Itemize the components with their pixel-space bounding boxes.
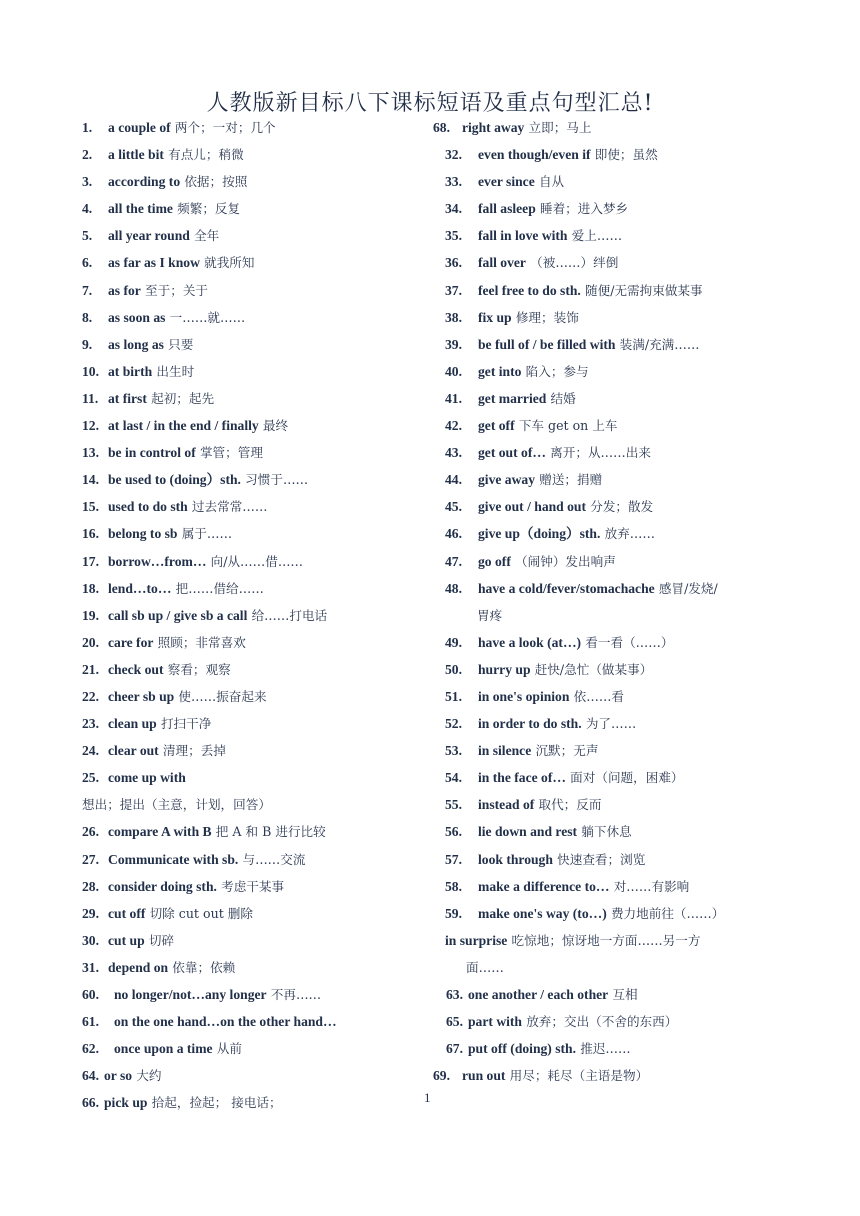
entry-meaning: 不再…… [270, 987, 322, 1002]
entry-meaning: 依靠；依赖 [172, 959, 236, 975]
entry-meaning: 向/从……借…… [210, 553, 304, 569]
entry-number: 37. [445, 282, 462, 298]
phrase-entry [433, 277, 793, 304]
entry-phrase: all year round [108, 228, 190, 244]
entry-phrase: as for [108, 282, 141, 298]
phrase-entry [82, 358, 432, 385]
entry-meaning: 感冒/发烧/ [658, 580, 718, 596]
entry-number: 9. [82, 336, 93, 352]
entry-meaning: 费力地前往（……） [610, 905, 725, 921]
phrase-entry [82, 222, 432, 249]
entry-meaning: 吃惊地；惊讶地一方面……另一方 [511, 932, 701, 948]
phrase-entry [82, 385, 432, 412]
phrase-entry [433, 520, 793, 547]
entry-phrase: used to do sth [108, 499, 188, 515]
phrase-entry [433, 791, 793, 818]
entry-number: 7. [82, 282, 93, 298]
phrase-entry [433, 683, 793, 710]
entry-meaning: 出生时 [156, 363, 195, 379]
entry-meaning: 即使；虽然 [594, 147, 658, 163]
entry-meaning: 只要 [168, 336, 194, 352]
phrase-entry [433, 493, 793, 520]
entry-phrase: lend…to… [108, 580, 172, 596]
entry-number: 19. [82, 607, 99, 623]
entry-meaning: 给……打电话 [251, 607, 328, 623]
phrase-entry [82, 331, 432, 358]
phrase-entry [82, 412, 432, 439]
entry-number: 66. [82, 1095, 99, 1111]
entry-meaning: 察看；观察 [167, 661, 231, 677]
entry-meaning: 面…… [466, 959, 504, 975]
entry-phrase: have a look (at…) [478, 634, 582, 650]
phrase-entry [433, 1035, 793, 1062]
entry-number: 18. [82, 580, 99, 596]
entry-meaning: 躺下休息 [581, 824, 632, 840]
entry-number: 10. [82, 363, 99, 379]
entry-phrase: look through [478, 851, 553, 867]
entry-phrase: give out / hand out [478, 499, 587, 515]
entry-number: 43. [445, 445, 462, 461]
entry-number: 8. [82, 309, 93, 325]
entry-meaning: 分发；散发 [590, 499, 654, 515]
entry-phrase: right away [462, 120, 525, 135]
phrase-entry [82, 791, 432, 818]
entry-number: 28. [82, 878, 99, 894]
entry-meaning: 打扫干净 [160, 716, 212, 732]
phrase-entry [433, 195, 793, 222]
entry-phrase: fix up [478, 309, 512, 325]
phrase-entry [82, 927, 432, 954]
entry-number: 32. [445, 147, 462, 163]
entry-phrase: or so [104, 1068, 133, 1084]
phrase-entry [82, 818, 432, 845]
entry-meaning: 胃疼 [477, 607, 503, 623]
entry-phrase: be in control of [108, 445, 196, 461]
phrase-entry [433, 629, 793, 656]
phrase-entry [82, 629, 432, 656]
entry-phrase: in one's opinion [478, 688, 570, 704]
phrase-entry [82, 575, 432, 602]
left-phrase-column [82, 114, 432, 1116]
entry-phrase: give away [478, 472, 536, 488]
phrase-entry [433, 656, 793, 683]
entry-meaning: 切除 cut out 删除 [149, 905, 253, 921]
phrase-entry [82, 1035, 432, 1062]
entry-number: 31. [82, 959, 99, 975]
phrase-entry [82, 439, 432, 466]
entry-phrase: fall asleep [478, 201, 536, 217]
phrase-entry [82, 954, 432, 981]
entry-meaning: 互相 [612, 987, 638, 1002]
entry-meaning: （闹钟）发出响声 [515, 553, 616, 569]
entry-phrase: run out [462, 1068, 506, 1084]
entry-number: 52. [445, 716, 462, 732]
entry-meaning: 有点儿；稍微 [168, 147, 244, 163]
phrase-entry [82, 981, 432, 1008]
entry-phrase: in surprise [445, 932, 508, 948]
phrase-entry [433, 168, 793, 195]
entry-meaning: 陷入；参与 [525, 363, 589, 379]
entry-phrase: at birth [108, 363, 153, 379]
entry-meaning: 随便/无需拘束做某事 [585, 282, 703, 298]
entry-phrase: give up（doing）sth. [478, 526, 601, 542]
entry-meaning: 用尽；耗尽（主语是物） [509, 1068, 649, 1084]
entry-meaning: （被……）绊倒 [530, 255, 619, 271]
entry-phrase: at first [108, 390, 147, 406]
phrase-entry [82, 846, 432, 873]
phrase-entry [433, 710, 793, 737]
entry-phrase: pick up [104, 1095, 148, 1111]
entry-number: 63. [446, 987, 463, 1002]
entry-phrase: get off [478, 418, 515, 434]
entry-phrase: come up with [108, 770, 186, 786]
entry-phrase: get into [478, 363, 522, 379]
phrase-entry [433, 358, 793, 385]
phrase-entry [433, 385, 793, 412]
entry-number: 36. [445, 255, 462, 271]
entry-phrase: in the face of… [478, 770, 566, 786]
entry-number: 46. [445, 526, 462, 542]
phrase-entry [433, 737, 793, 764]
entry-number: 13. [82, 445, 99, 461]
entry-meaning: 睡着；进入梦乡 [539, 201, 629, 217]
entry-number: 11. [82, 390, 99, 406]
entry-meaning: 赠送；捐赠 [539, 472, 603, 488]
entry-number: 51. [445, 688, 462, 704]
entry-number: 27. [82, 851, 99, 867]
entry-phrase: call sb up / give sb a call [108, 607, 248, 623]
entry-phrase: make one's way (to…) [478, 905, 607, 921]
entry-meaning: 频繁；反复 [177, 201, 241, 217]
entry-meaning: 结婚 [550, 390, 576, 406]
entry-meaning: 推迟…… [580, 1041, 631, 1057]
entry-meaning: 掌管；管理 [199, 445, 263, 461]
entry-number: 64. [82, 1068, 99, 1084]
phrase-entry [433, 114, 793, 141]
entry-meaning: 放弃…… [604, 526, 655, 542]
entry-number: 29. [82, 905, 99, 921]
entry-phrase: have a cold/fever/stomachache [478, 580, 655, 596]
entry-number: 56. [445, 824, 462, 840]
entry-phrase: in silence [478, 743, 532, 759]
entry-phrase: once upon a time [114, 1041, 213, 1057]
entry-meaning: 下车 get on 上车 [518, 418, 618, 434]
entry-phrase: one another / each other [468, 987, 609, 1002]
entry-number: 57. [445, 851, 462, 867]
entry-meaning: 就我所知 [204, 255, 255, 271]
entry-phrase: get married [478, 390, 547, 406]
entry-phrase: clear out [108, 743, 159, 759]
entry-number: 45. [445, 499, 462, 515]
entry-phrase: at last / in the end / finally [108, 418, 259, 434]
entry-meaning: 至于；关于 [145, 282, 209, 298]
entry-meaning: 考虑干某事 [221, 878, 285, 894]
entry-meaning: 从前 [216, 1041, 242, 1057]
entry-phrase: make a difference to… [478, 878, 610, 894]
entry-phrase: fall in love with [478, 228, 568, 244]
right-phrase-column [433, 114, 793, 1089]
entry-number: 33. [445, 174, 462, 190]
entry-number: 4. [82, 201, 93, 217]
entry-phrase: be full of / be filled with [478, 336, 616, 352]
entry-meaning: 习惯于…… [245, 472, 309, 488]
entry-number: 39. [445, 336, 462, 352]
phrase-entry [433, 764, 793, 791]
entry-number: 61. [82, 1014, 99, 1030]
entry-number: 16. [82, 526, 99, 542]
entry-number: 48. [445, 580, 462, 596]
entry-number: 44. [445, 472, 462, 488]
entry-number: 15. [82, 499, 99, 515]
entry-meaning: 自从 [538, 174, 565, 190]
entry-phrase: check out [108, 661, 164, 677]
entry-phrase: clean up [108, 716, 157, 732]
entry-meaning: 与……交流 [242, 851, 306, 867]
entry-number: 12. [82, 418, 99, 434]
entry-meaning: 拾起，捡起； 接电话； [151, 1095, 282, 1111]
entry-meaning: 赶快/急忙（做某事） [534, 661, 653, 677]
entry-number: 42. [445, 418, 462, 434]
entry-number: 6. [82, 255, 93, 271]
entry-phrase: a little bit [108, 147, 164, 163]
entry-meaning: 面对（问题，困难） [570, 770, 684, 786]
phrase-entry [433, 818, 793, 845]
entry-meaning: 起初；起先 [151, 390, 215, 406]
entry-phrase: even though/even if [478, 147, 591, 163]
entry-number: 50. [445, 661, 462, 677]
entry-phrase: cut off [108, 905, 146, 921]
entry-number: 68. [433, 120, 450, 135]
entry-number: 55. [445, 797, 462, 813]
entry-phrase: feel free to do sth. [478, 282, 581, 298]
entry-phrase: hurry up [478, 661, 531, 677]
entry-phrase: according to [108, 174, 181, 190]
phrase-entry [433, 439, 793, 466]
phrase-entry [82, 602, 432, 629]
entry-phrase: belong to sb [108, 526, 178, 542]
phrase-entry [433, 548, 793, 575]
phrase-entry [82, 168, 432, 195]
entry-phrase: as far as I know [108, 255, 200, 271]
phrase-entry [82, 1008, 432, 1035]
entry-number: 35. [445, 228, 462, 244]
entry-number: 5. [82, 228, 93, 244]
entry-meaning: 照顾；非常喜欢 [157, 634, 246, 650]
entry-number: 60. [82, 987, 99, 1002]
entry-phrase: cheer sb up [108, 688, 175, 704]
entry-phrase: Communicate with sb. [108, 851, 239, 867]
phrase-entry [82, 710, 432, 737]
entry-meaning: 为了…… [585, 716, 637, 732]
entry-phrase: all the time [108, 201, 173, 217]
phrase-entry [433, 466, 793, 493]
entry-phrase: a couple of [108, 120, 171, 135]
phrase-entry [82, 1062, 432, 1089]
entry-number: 17. [82, 553, 99, 569]
entry-phrase: compare A with B [108, 824, 212, 840]
entry-meaning: 依据；按照 [184, 174, 248, 190]
entry-meaning: 离开；从……出来 [550, 445, 651, 461]
entry-phrase: instead of [478, 797, 535, 813]
entry-meaning: 快速查看；浏览 [557, 851, 646, 867]
entry-meaning: 清理；丢掉 [162, 743, 226, 759]
phrase-entry [433, 304, 793, 331]
entry-meaning: 修理；装饰 [515, 309, 579, 325]
entry-phrase: care for [108, 634, 154, 650]
entry-number: 38. [445, 309, 462, 325]
entry-number: 47. [445, 553, 462, 569]
entry-phrase: borrow…from… [108, 553, 207, 569]
entry-phrase: get out of… [478, 445, 546, 461]
entry-meaning: 把……借给…… [175, 580, 264, 596]
phrase-entry [82, 249, 432, 276]
entry-meaning: 大约 [136, 1068, 162, 1084]
entry-number: 25. [82, 770, 99, 786]
entry-number: 2. [82, 147, 93, 163]
phrase-entry [82, 656, 432, 683]
phrase-entry [433, 846, 793, 873]
entry-meaning: 一……就…… [169, 309, 246, 325]
entry-number: 67. [446, 1041, 463, 1057]
entry-meaning: 两个；一对；几个 [174, 120, 276, 135]
page-number: 1 [424, 1090, 431, 1105]
entry-number: 30. [82, 932, 99, 948]
entry-phrase: as long as [108, 336, 164, 352]
phrase-entry [433, 873, 793, 900]
phrase-entry [82, 195, 432, 222]
phrase-entry [82, 873, 432, 900]
entry-meaning: 爱上…… [571, 228, 623, 244]
entry-phrase: lie down and rest [478, 824, 578, 840]
entry-phrase: consider doing sth. [108, 878, 217, 894]
entry-number: 40. [445, 363, 462, 379]
entry-number: 54. [445, 770, 462, 786]
entry-phrase: depend on [108, 959, 169, 975]
entry-meaning: 放弃；交出（不舍的东西） [526, 1014, 678, 1030]
phrase-entry [82, 764, 432, 791]
entry-meaning: 最终 [262, 418, 289, 434]
entry-phrase: part with [468, 1014, 522, 1030]
entry-meaning: 取代；反而 [538, 797, 602, 813]
phrase-entry [82, 141, 432, 168]
entry-number: 41. [445, 390, 462, 406]
entry-meaning: 想出；提出（主意，计划，回答） [82, 797, 271, 813]
phrase-entry [82, 683, 432, 710]
phrase-entry [82, 114, 432, 141]
phrase-entry [82, 466, 432, 493]
entry-number: 24. [82, 743, 99, 759]
entry-phrase: ever since [478, 174, 535, 190]
phrase-entry [82, 737, 432, 764]
entry-phrase: on the one hand…on the other hand… [114, 1014, 337, 1030]
entry-number: 65. [446, 1014, 463, 1030]
entry-phrase: in order to do sth. [478, 716, 582, 732]
entry-number: 34. [445, 201, 462, 217]
entry-meaning: 装满/充满…… [619, 336, 700, 352]
phrase-entry [433, 927, 793, 954]
entry-number: 20. [82, 634, 99, 650]
entry-number: 22. [82, 688, 99, 704]
phrase-entry [82, 304, 432, 331]
phrase-entry [433, 575, 793, 602]
entry-phrase: put off (doing) sth. [468, 1041, 577, 1057]
page-title: 人教版新目标八下课标短语及重点句型汇总! [206, 91, 654, 116]
entry-number: 26. [82, 824, 99, 840]
entry-number: 1. [82, 120, 93, 135]
phrase-entry [433, 981, 793, 1008]
phrase-entry [433, 141, 793, 168]
entry-meaning: 看一看（……） [585, 634, 674, 650]
entry-number: 49. [445, 634, 462, 650]
entry-phrase: be used to (doing）sth. [108, 472, 241, 488]
phrase-entry [82, 1089, 432, 1116]
entry-meaning: 使……振奋起来 [178, 688, 267, 704]
entry-number: 3. [82, 174, 93, 190]
phrase-entry [82, 493, 432, 520]
entry-number: 53. [445, 743, 462, 759]
phrase-entry [433, 412, 793, 439]
entry-phrase: cut up [108, 932, 145, 948]
entry-meaning: 把 A 和 B 进行比较 [215, 824, 326, 840]
phrase-entry [433, 954, 793, 981]
entry-number: 69. [433, 1068, 450, 1084]
phrase-entry [433, 602, 793, 629]
phrase-entry [433, 331, 793, 358]
entry-phrase: as soon as [108, 309, 166, 325]
phrase-entry [433, 222, 793, 249]
entry-phrase: no longer/not…any longer [114, 987, 267, 1002]
entry-meaning: 对……有影响 [613, 878, 690, 894]
entry-number: 23. [82, 716, 99, 732]
phrase-entry [82, 277, 432, 304]
entry-number: 21. [82, 661, 99, 677]
entry-phrase: fall over [478, 255, 526, 271]
entry-meaning: 沉默；无声 [535, 743, 599, 759]
entry-number: 62. [82, 1041, 99, 1057]
entry-meaning: 全年 [194, 228, 220, 244]
entry-meaning: 依……看 [573, 688, 624, 704]
phrase-entry [82, 900, 432, 927]
phrase-entry [82, 520, 432, 547]
phrase-entry [82, 548, 432, 575]
entry-meaning: 立即；马上 [528, 120, 592, 135]
entry-meaning: 属于…… [181, 526, 233, 542]
entry-number: 59. [445, 905, 462, 921]
phrase-entry [433, 249, 793, 276]
entry-meaning: 切碎 [148, 932, 175, 948]
phrase-entry [433, 1008, 793, 1035]
entry-meaning: 过去常常…… [191, 499, 268, 515]
entry-number: 14. [82, 472, 99, 488]
phrase-entry [433, 900, 793, 927]
entry-phrase: go off [478, 553, 511, 569]
entry-number: 58. [445, 878, 462, 894]
phrase-entry [433, 1062, 793, 1089]
